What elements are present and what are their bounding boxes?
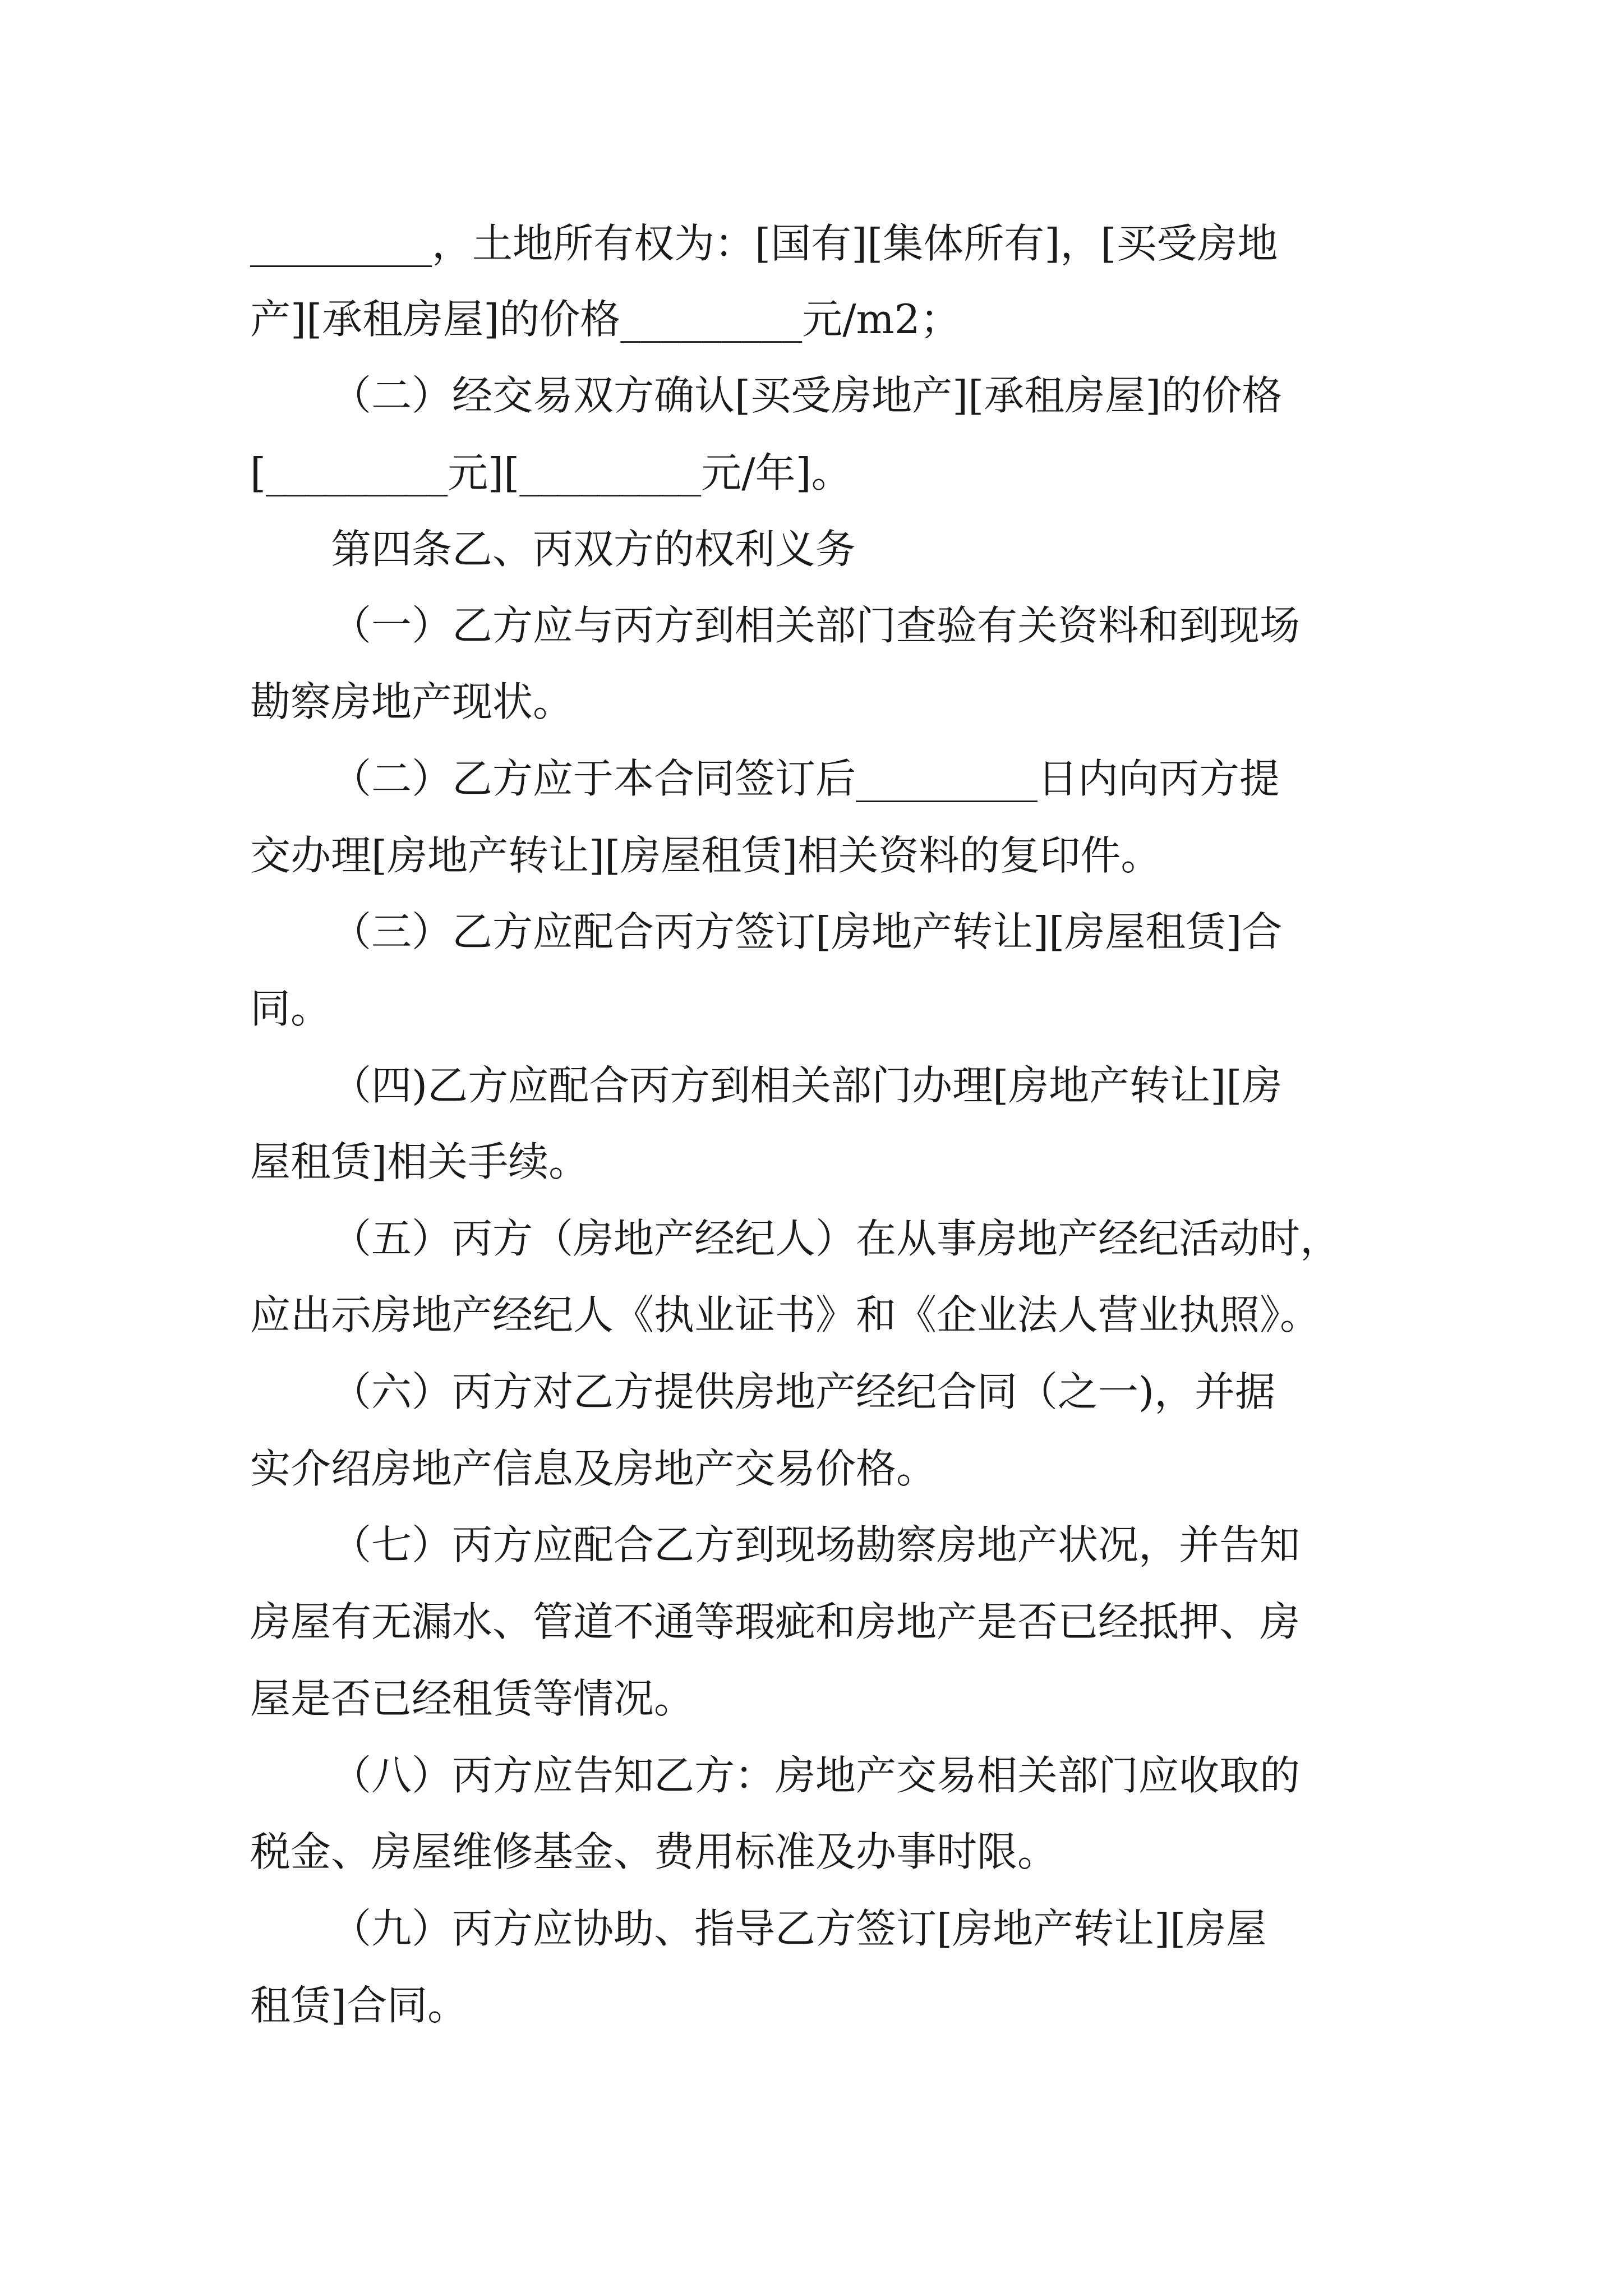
text-line: [_________元][_________元/年]。 (250, 449, 852, 496)
text-line: 租赁]合同。 (250, 1982, 468, 2029)
text-line: 税金、房屋维修基金、费用标准及办事时限。 (250, 1828, 1058, 1875)
text-line: （一）乙方应与丙方到相关部门查验有关资料和到现场 (331, 602, 1301, 649)
text-line: （六）丙方对乙方提供房地产经纪合同（之一)，并据 (331, 1368, 1276, 1415)
text-line: （二）乙方应于本合同签订后_________日内向丙方提 (331, 755, 1280, 802)
text-line: _________，土地所有权为：[国有][集体所有]，[买受房地 (250, 220, 1278, 267)
text-line: 同。 (250, 985, 331, 1032)
text-line: （四)乙方应配合丙方到相关部门办理[房地产转让][房 (331, 1062, 1283, 1109)
text-line: 勘察房地产现状。 (250, 678, 574, 725)
section-heading: 第四条乙、丙双方的权利义务 (331, 526, 856, 573)
text-line: 应出示房地产经纪人《执业证书》和《企业法人营业执照》。 (250, 1291, 1321, 1338)
text-line: 交办理[房地产转让][房屋租赁]相关资料的复印件。 (250, 832, 1161, 879)
text-line: （五）丙方（房地产经纪人）在从事房地产经纪活动时， (331, 1215, 1341, 1262)
text-line: （八）丙方应告知乙方：房地产交易相关部门应收取的 (331, 1752, 1301, 1799)
text-line: 屋租赁]相关手续。 (250, 1138, 589, 1185)
text-line: 产][承租房屋]的价格_________元/m2； (250, 296, 961, 343)
text-line: 房屋有无漏水、管道不通等瑕疵和房地产是否已经抵押、房 (250, 1598, 1301, 1645)
text-line: 实介绍房地产信息及房地产交易价格。 (250, 1445, 937, 1492)
text-line: （七）丙方应配合乙方到现场勘察房地产状况，并告知 (331, 1521, 1301, 1568)
text-line: （二）经交易双方确认[买受房地产][承租房屋]的价格 (331, 372, 1283, 419)
text-line: 屋是否已经租赁等情况。 (250, 1675, 695, 1722)
text-line: （九）丙方应协助、指导乙方签订[房地产转让][房屋 (331, 1905, 1267, 1952)
text-line: （三）乙方应配合丙方签订[房地产转让][房屋租赁]合 (331, 908, 1283, 955)
